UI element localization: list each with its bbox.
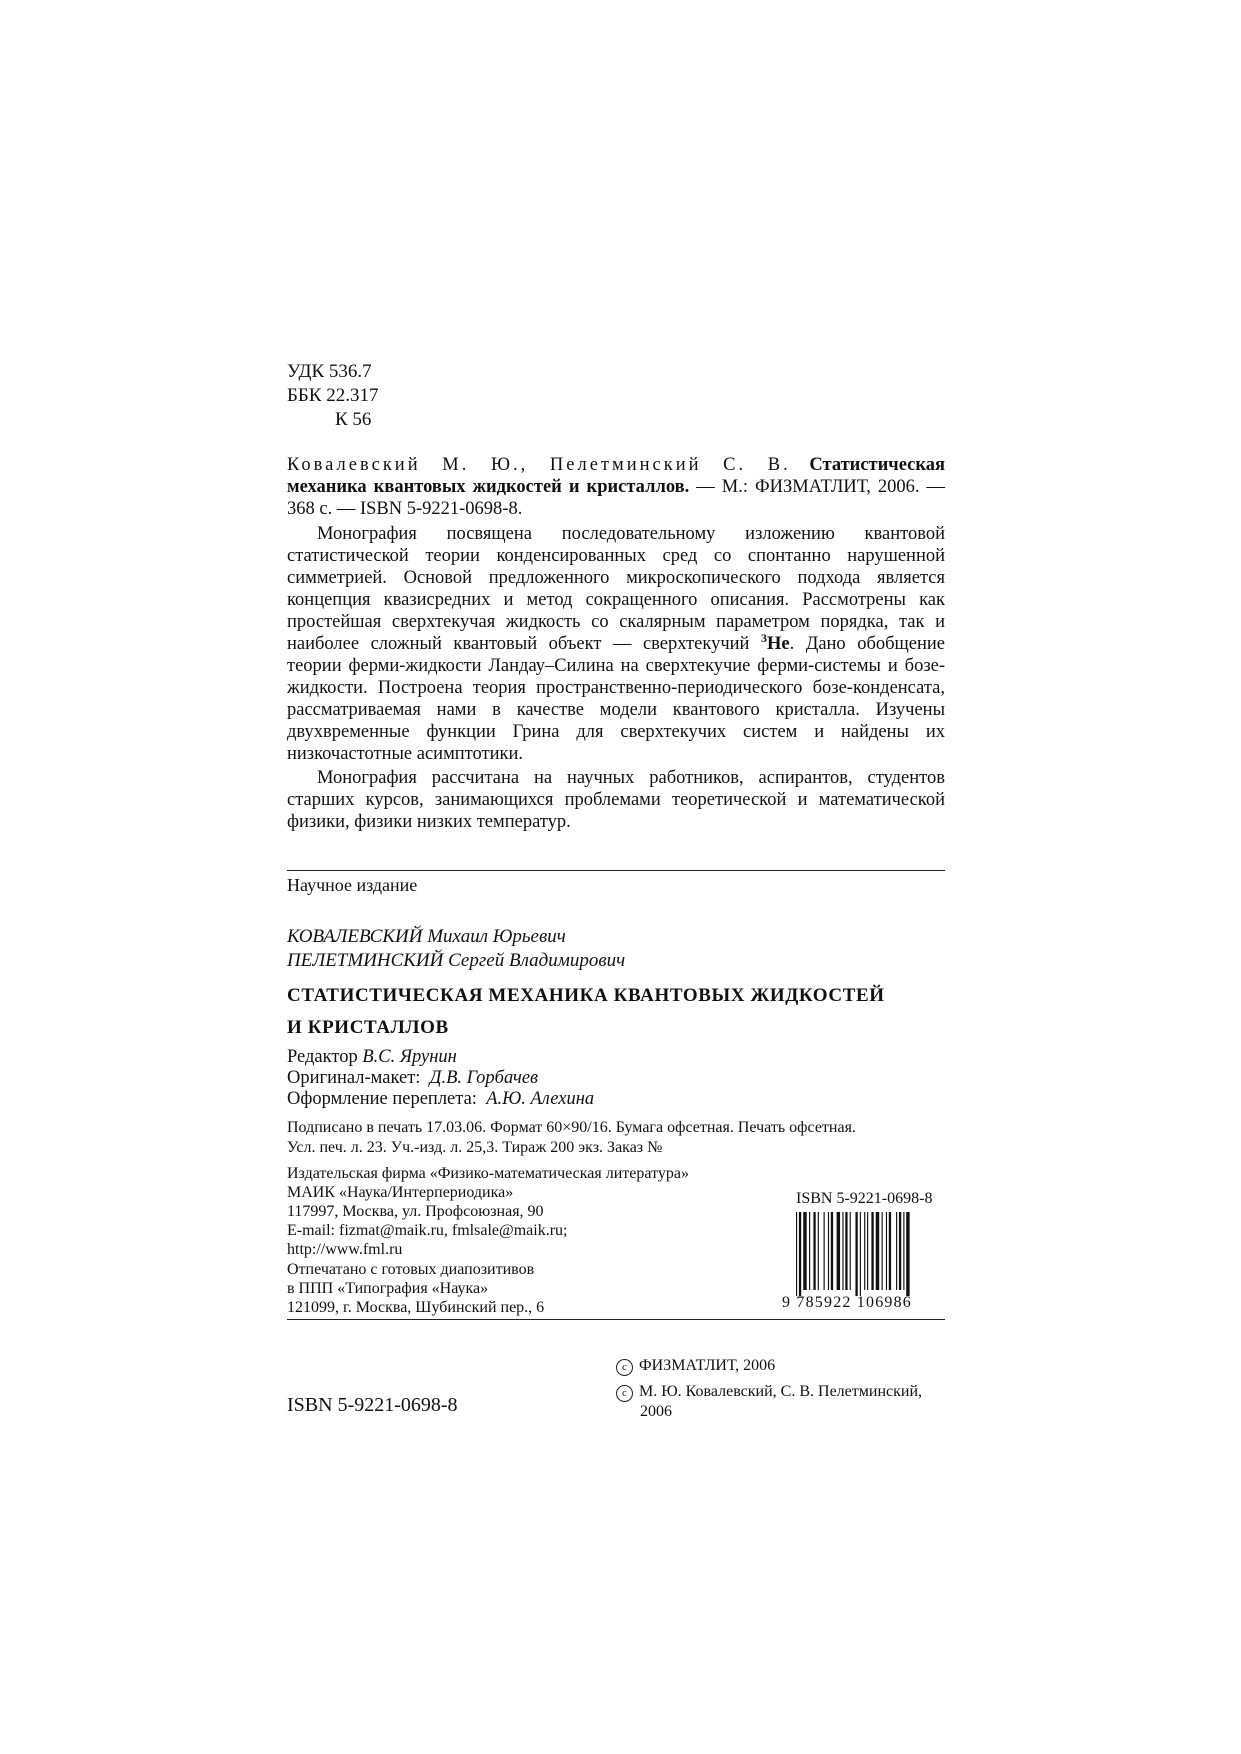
publisher-line: Издательская фирма «Физико-математическая литература»	[287, 1165, 689, 1182]
layout-credit	[287, 1068, 945, 1089]
bbk-code: ББК 22.317	[287, 385, 379, 406]
biblio-details: — М.: ФИЗМАТЛИТ, 2006. — 368 с. — ISBN 5-9221-0698-8.	[287, 477, 945, 519]
editor-credit	[287, 1047, 945, 1068]
barcode-bar	[796, 1212, 797, 1296]
classification-block	[287, 360, 945, 432]
credit-label: Редактор	[287, 1047, 358, 1067]
copyright-icon: c	[616, 1359, 633, 1376]
barcode-digits: 9 785922 106986	[782, 1294, 912, 1311]
barcode-bar	[867, 1212, 868, 1290]
barcode-bar	[818, 1212, 819, 1290]
barcode-bar	[886, 1212, 887, 1290]
printing-line: Отпечатано с готовых диапозитивов	[287, 1261, 535, 1278]
barcode-bar	[889, 1212, 891, 1290]
barcode-bar	[845, 1212, 847, 1290]
barcode-bar	[860, 1212, 861, 1296]
abstract-paragraph: Монография рассчитана на научных работников, аспирантов, студентов старших курсов, занимающихся проблемами теоретической и математической физики, физики низких температур.	[287, 768, 945, 832]
barcode-isbn: ISBN 5-9221-0698-8	[796, 1190, 933, 1207]
author-mark: К 56	[335, 409, 372, 430]
helium-symbol: He	[766, 634, 790, 654]
publisher-email: E-mail: fizmat@maik.ru, fmlsale@maik.ru;	[287, 1222, 568, 1239]
copyright-authors	[616, 1382, 946, 1421]
barcode-bar	[896, 1212, 897, 1290]
title-line: И КРИСТАЛЛОВ	[287, 1017, 449, 1038]
barcode-bar	[871, 1212, 873, 1290]
isbn-barcode	[794, 1212, 944, 1296]
barcode-bar	[906, 1212, 909, 1296]
publisher-info	[287, 1164, 727, 1259]
abstract-text-part: . Дано обобщение теории ферми-жидкости Ландау–Силина на сверхтекучие ферми-системы и бозе-жидкости. Построена теория пространственно-периодического бозе-конденсата, рассматриваемая нами в качестве модели квантового кристалла. Изучены двухвременные функции Грина для сверхтекучих систем и найдены их низкочастотные асимптотики.	[287, 634, 945, 764]
barcode-bar	[850, 1212, 851, 1290]
print-line: Подписано в печать 17.03.06. Формат 60×90/16. Бумага офсетная. Печать офсетная.	[287, 1119, 856, 1136]
publisher-website: http://www.fml.ru	[287, 1241, 403, 1258]
credit-label: Оформление переплета:	[287, 1089, 477, 1109]
credit-name: В.С. Ярунин	[362, 1047, 457, 1067]
barcode-bar	[809, 1212, 810, 1290]
barcode-bar	[855, 1212, 857, 1296]
credit-name: Д.В. Горбачев	[429, 1068, 539, 1088]
abstract	[287, 523, 945, 835]
barcode-bar	[828, 1212, 829, 1290]
credit-label: Оригинал-макет:	[287, 1068, 421, 1088]
abstract-paragraph	[287, 523, 945, 765]
udk-code: УДК 536.7	[287, 361, 372, 382]
copyright-publisher	[616, 1356, 775, 1376]
author-surname: ПЕЛЕТМИНСКИЙ	[287, 950, 444, 971]
barcode-bar	[882, 1212, 883, 1290]
publisher-line: МАИК «Наука/Интерпериодика»	[287, 1184, 514, 1201]
biblio-title: Статистическая механика квантовых жидкостей и кристаллов.	[287, 455, 946, 497]
abstract-text-part: Монография посвящена последовательному изложению квантовой статистической теории конденсированных сред со спонтанно нарушенной симметрией. Основой предложенного микроскопического подхода является концепция квазисредних и метод сокращенного описания. Рассмотрены как простейшая сверхтекучая жидкость со скалярным параметром порядка, так и наиболее сложный квантовый объект — сверхтекучий	[287, 524, 945, 654]
isotope-superscript: 3	[760, 630, 767, 645]
barcode-bar	[842, 1212, 843, 1290]
barcode-bar	[824, 1212, 825, 1290]
barcode-bar	[864, 1212, 865, 1290]
barcode-bar	[831, 1212, 833, 1290]
biblio-authors: Ковалевский М. Ю., Пелетминский С. В.	[287, 455, 791, 475]
barcode-bar	[799, 1212, 801, 1296]
barcode-bar	[803, 1212, 806, 1290]
printing-line: в ППП «Типография «Наука»	[287, 1280, 489, 1297]
authors-list	[287, 925, 945, 973]
cover-credit	[287, 1089, 945, 1110]
edition-kind: Научное издание	[287, 875, 418, 895]
copyright-text: М. Ю. Ковалевский, С. В. Пелетминский,	[639, 1383, 923, 1400]
print-details	[287, 1118, 945, 1158]
barcode-bar	[837, 1212, 840, 1290]
barcode-bar	[903, 1212, 904, 1290]
book-title	[287, 980, 945, 1044]
author-given-names: Михаил Юрьевич	[427, 926, 566, 947]
printing-house-info	[287, 1260, 727, 1317]
printing-line: 121099, г. Москва, Шубинский пер., 6	[287, 1299, 545, 1316]
barcode-bar	[876, 1212, 879, 1290]
barcode-bar	[813, 1212, 815, 1290]
staff-credits	[287, 1047, 945, 1110]
divider	[287, 870, 945, 871]
bibliographic-record	[287, 454, 945, 520]
author-line	[287, 925, 945, 949]
print-line: Усл. печ. л. 23. Уч.-изд. л. 25,3. Тираж 200 экз. Заказ №	[287, 1139, 663, 1156]
title-line: СТАТИСТИЧЕСКАЯ МЕХАНИКА КВАНТОВЫХ ЖИДКОСТЕЙ	[287, 985, 885, 1006]
author-surname: КОВАЛЕВСКИЙ	[287, 926, 423, 947]
credit-name: А.Ю. Алехина	[486, 1089, 595, 1109]
publisher-address: 117997, Москва, ул. Профсоюзная, 90	[287, 1203, 544, 1220]
divider	[287, 1319, 945, 1320]
footer-isbn: ISBN 5-9221-0698-8	[287, 1394, 458, 1416]
author-line	[287, 949, 945, 973]
barcode-bar	[899, 1212, 901, 1290]
copyright-text: ФИЗМАТЛИТ, 2006	[639, 1357, 776, 1374]
author-given-names: Сергей Владимирович	[448, 950, 626, 971]
copyright-icon: c	[616, 1385, 633, 1402]
copyright-year: 2006	[640, 1403, 672, 1420]
